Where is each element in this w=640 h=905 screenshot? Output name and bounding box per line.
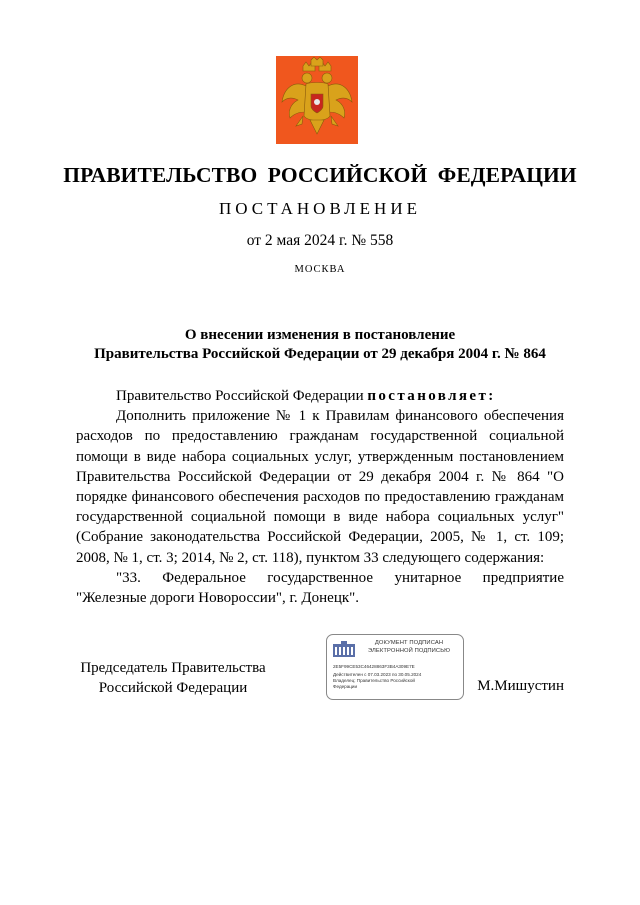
stamp-header-line-1: ДОКУМЕНТ ПОДПИСАН <box>374 640 444 646</box>
stamp-certificate: 2E5F99CE53C46428863F3B4A309E7E <box>333 664 415 669</box>
stamp-header <box>359 639 459 655</box>
document-type: ПОСТАНОВЛЕНИЕ <box>218 199 421 218</box>
decree-word: постановляет: <box>367 388 496 404</box>
coat-of-arms-icon <box>276 56 358 144</box>
stamp-header-line-2: ЭЛЕКТРОННОЙ ПОДПИСЬЮ <box>367 648 451 654</box>
new-item-line-1: "33. Федеральное государственное унитарное предприятие <box>116 569 564 586</box>
stamp-validity: Действителен с 07.03.2023 по 30.05.2024 <box>333 672 422 677</box>
signatory-title-line-1: Председатель Правительства <box>80 660 266 676</box>
decree-lead: Правительство Российской Федерации <box>116 388 368 404</box>
decree-paragraph <box>76 386 564 406</box>
subject-line-2: Правительства Российской Федерации от 29 декабря 2004 г. № 864 <box>94 346 546 362</box>
government-building-icon <box>332 640 356 658</box>
document-subject <box>60 326 580 364</box>
signatory-title <box>78 658 268 698</box>
signatory-name: М.Мишустин <box>477 678 564 694</box>
state-emblem <box>276 56 358 144</box>
electronic-signature-stamp <box>326 634 464 700</box>
document-date-number: от 2 мая 2024 г. № 558 <box>246 232 394 249</box>
document-body <box>76 386 564 608</box>
stamp-owner-line-2: Федерации <box>333 684 358 689</box>
amendment-paragraph: Дополнить приложение № 1 к Правилам финансового обеспечения расходов по предоставлению гражданам государственной социальной помощи в виде набора социальных услуг, утвержденным постановлением Правительства Российской Федерации от 29 декабря 2004 г. № 864 "О порядке финансового обеспечения расходов по предоставлению гражданам государственной социальной помощи в виде набора социальных услуг" (Собрание законодательства Российской Федерации, 2005, № 1, ст. 109; 2008, № 1, ст. 3; 2014, № 2, ст. 118), пунктом 33 следующего содержания: <box>76 408 564 566</box>
document-city: МОСКВА <box>294 264 346 275</box>
subject-line-1: О внесении изменения в постановление <box>184 327 456 343</box>
new-item-line-2: "Железные дороги Новороссии", г. Донецк". <box>76 590 360 607</box>
stamp-owner-line-1: Владелец: Правительство Российской <box>333 678 415 683</box>
signatory-title-line-2: Российской Федерации <box>98 680 248 696</box>
government-title: ПРАВИТЕЛЬСТВО РОССИЙСКОЙ ФЕДЕРАЦИИ <box>63 163 577 187</box>
